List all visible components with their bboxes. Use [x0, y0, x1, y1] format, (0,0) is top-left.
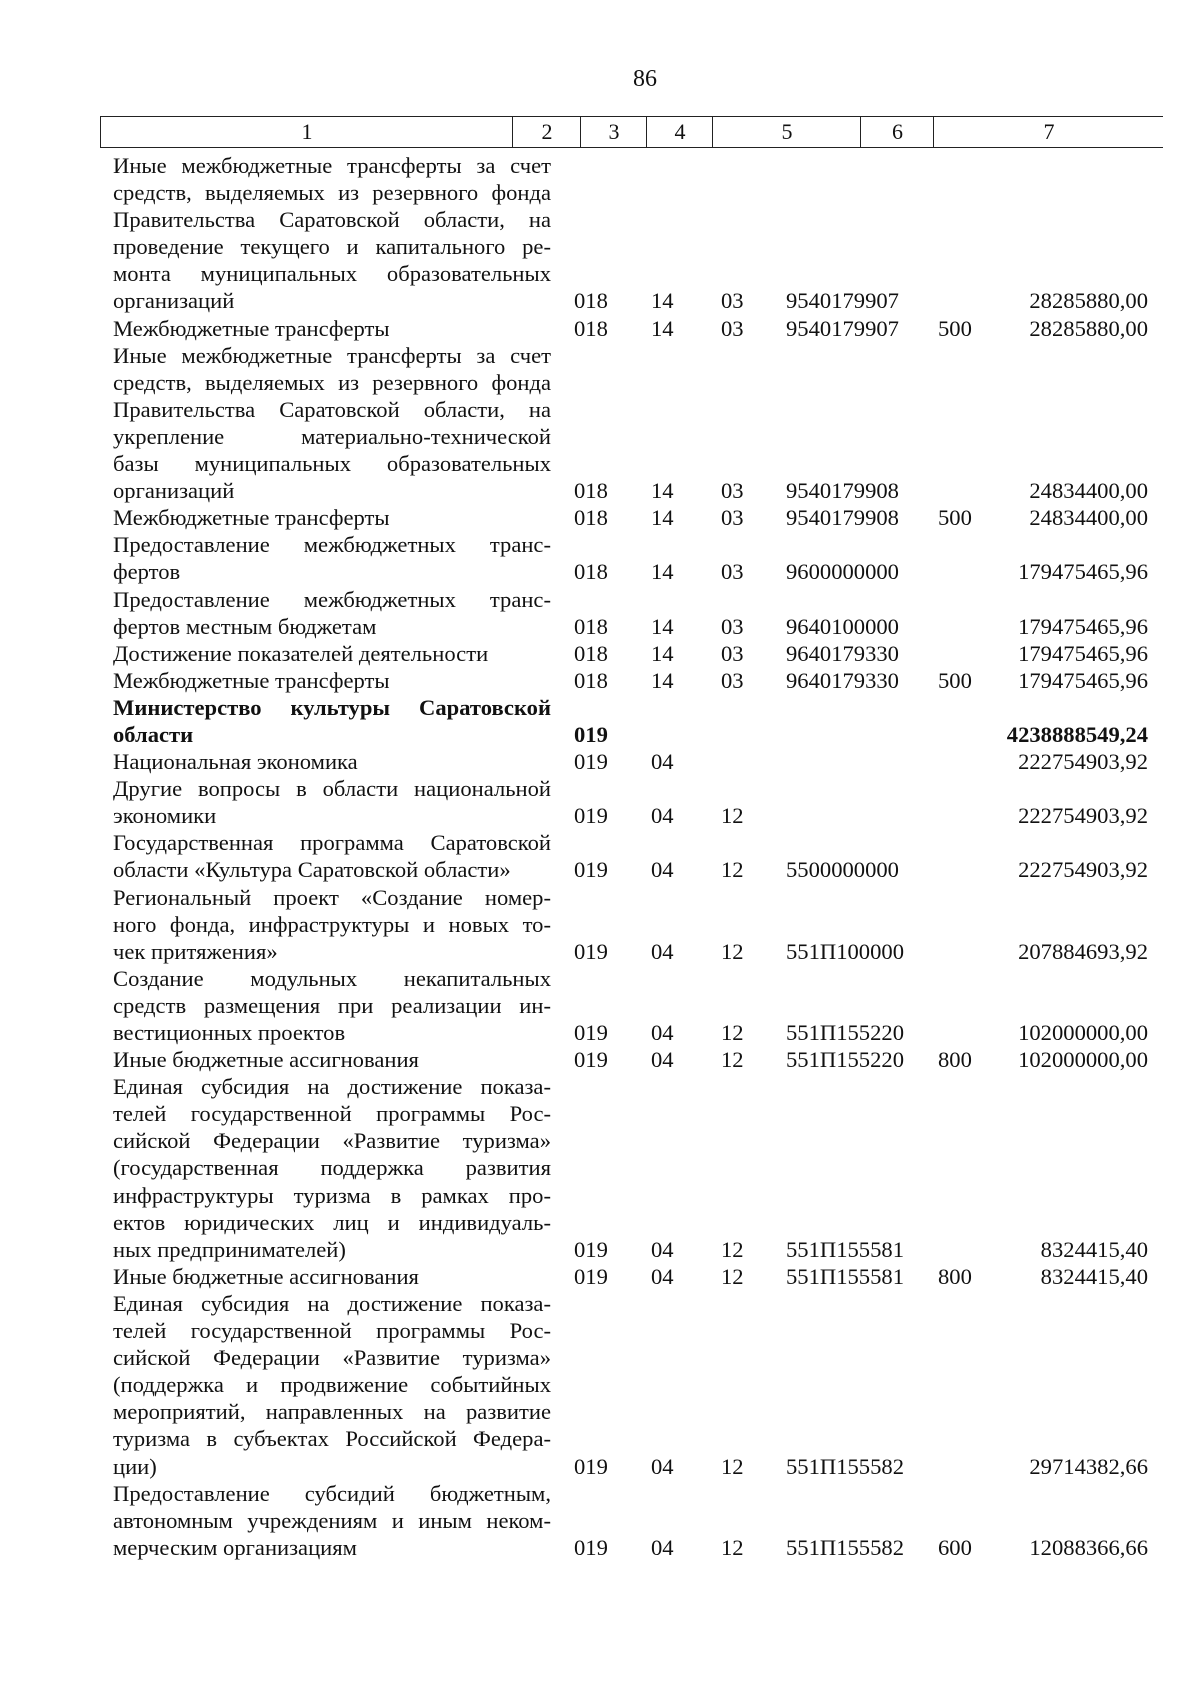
cell-c3: 04 — [651, 1453, 674, 1479]
cell-c7: 8324415,40 — [1040, 1236, 1148, 1262]
cell-c3: 14 — [651, 613, 674, 639]
row-description — [113, 667, 551, 694]
table-row — [0, 1073, 1200, 1263]
cell-c7: 102000000,00 — [1018, 1047, 1148, 1073]
cell-c5: 9640100000 — [786, 613, 899, 639]
description-line: ного фонда, инфраструктуры и новых то- — [113, 911, 551, 937]
cell-c6: 500 — [938, 667, 972, 693]
description-line: Министерство культуры Саратовской — [113, 694, 551, 720]
row-description — [113, 748, 551, 775]
row-description — [113, 504, 551, 531]
cell-c4: 03 — [721, 478, 744, 504]
description-line: ных предпринимателей) — [113, 1236, 346, 1262]
cell-c5: 551П100000 — [786, 938, 904, 964]
cell-c2: 019 — [574, 1236, 608, 1262]
table-row — [0, 829, 1200, 883]
description-line: Иные бюджетные ассигнования — [113, 1263, 419, 1289]
row-description — [113, 829, 551, 883]
header-col-6: 6 — [860, 117, 934, 147]
table-row — [0, 1290, 1200, 1480]
description-line: Другие вопросы в области национальной — [113, 776, 551, 802]
description-line: Иные бюджетные ассигнования — [113, 1047, 419, 1073]
header-col-1: 1 — [100, 117, 513, 147]
row-description — [113, 694, 551, 748]
description-line: Иные межбюджетные трансферты за счет — [113, 153, 551, 178]
cell-c2: 018 — [574, 288, 608, 314]
description-line: экономики — [113, 803, 217, 829]
cell-c5: 9640179330 — [786, 667, 899, 693]
description-line: Межбюджетные трансферты — [113, 667, 390, 693]
cell-c2: 019 — [574, 1263, 608, 1289]
description-line: области «Культура Саратовской области» — [113, 857, 511, 883]
cell-c2: 018 — [574, 640, 608, 666]
cell-c7: 179475465,96 — [1018, 559, 1148, 585]
cell-c6: 600 — [938, 1534, 972, 1560]
cell-c3: 04 — [651, 938, 674, 964]
table-row — [0, 748, 1200, 775]
row-description — [113, 965, 551, 1046]
cell-c4: 12 — [721, 803, 744, 829]
cell-c2: 018 — [574, 315, 608, 341]
table-row — [0, 504, 1200, 531]
table-row — [0, 667, 1200, 694]
cell-c7: 28285880,00 — [1029, 288, 1148, 314]
table-row — [0, 315, 1200, 342]
description-line: Иные межбюджетные трансферты за счет — [113, 342, 551, 368]
table-row — [0, 586, 1200, 640]
cell-c5: 9540179908 — [786, 505, 899, 531]
description-line: туризма в субъектах Российской Федера- — [113, 1426, 551, 1452]
cell-c5: 551П155581 — [786, 1236, 904, 1262]
cell-c4: 03 — [721, 613, 744, 639]
description-line: средств, выделяемых из резервного фонда — [113, 180, 551, 206]
cell-c5: 551П155220 — [786, 1047, 904, 1073]
cell-c3: 04 — [651, 1534, 674, 1560]
description-line: мерческим организациям — [113, 1534, 357, 1560]
cell-c7: 222754903,92 — [1018, 749, 1148, 775]
description-line: Предоставление субсидий бюджетным, — [113, 1480, 551, 1506]
cell-c4: 12 — [721, 1020, 744, 1045]
row-description — [113, 531, 551, 585]
cell-c2: 018 — [574, 667, 608, 693]
cell-c7: 179475465,96 — [1018, 667, 1148, 693]
description-line: Создание модульных некапитальных — [113, 965, 551, 991]
cell-c3: 14 — [651, 478, 674, 504]
cell-c4: 03 — [721, 288, 744, 314]
table-row — [0, 1046, 1200, 1073]
description-line: инфраструктуры туризма в рамках про- — [113, 1182, 551, 1208]
cell-c3: 04 — [651, 1047, 674, 1073]
table-row — [0, 884, 1200, 965]
cell-c4: 03 — [721, 505, 744, 531]
row-description — [113, 315, 551, 342]
cell-c4: 03 — [721, 640, 744, 666]
row-description — [113, 1263, 551, 1290]
description-line: Правительства Саратовской области, на — [113, 396, 551, 422]
row-description — [113, 586, 551, 640]
cell-c3: 04 — [651, 1263, 674, 1289]
description-line: средств размещения при реализации ин- — [113, 992, 551, 1018]
cell-c4: 12 — [721, 1453, 744, 1479]
cell-c2: 019 — [574, 1047, 608, 1073]
description-line: чек притяжения» — [113, 938, 278, 964]
cell-c2: 019 — [574, 721, 608, 747]
table-row — [0, 342, 1200, 505]
cell-c7: 24834400,00 — [1029, 478, 1148, 504]
table-row — [0, 1480, 1200, 1561]
cell-c2: 019 — [574, 749, 608, 775]
description-line: Единая субсидия на достижение показа- — [113, 1290, 551, 1316]
cell-c7: 29714382,66 — [1029, 1453, 1148, 1479]
cell-c3: 14 — [651, 315, 674, 341]
cell-c6: 500 — [938, 505, 972, 531]
description-line: средств, выделяемых из резервного фонда — [113, 369, 551, 395]
table-header — [100, 116, 1163, 148]
cell-c5: 9540179907 — [786, 315, 899, 341]
description-line: Региональный проект «Создание номер- — [113, 884, 551, 910]
cell-c4: 03 — [721, 559, 744, 585]
description-line: базы муниципальных образовательных — [113, 451, 551, 477]
cell-c2: 018 — [574, 559, 608, 585]
description-line: телей государственной программы Рос- — [113, 1101, 551, 1127]
cell-c2: 019 — [574, 857, 608, 883]
description-line: ции) — [113, 1453, 157, 1479]
table-row — [0, 531, 1200, 585]
table-body — [0, 152, 1200, 1561]
description-line: Достижение показателей деятельности — [113, 640, 489, 666]
cell-c3: 04 — [651, 857, 674, 883]
description-line: Межбюджетные трансферты — [113, 505, 390, 531]
table-row — [0, 152, 1200, 315]
description-line: фертов — [113, 559, 181, 585]
table-row — [0, 1263, 1200, 1290]
description-line: организаций — [113, 288, 235, 314]
row-description — [113, 884, 551, 965]
cell-c7: 8324415,40 — [1040, 1263, 1148, 1289]
cell-c5: 551П155582 — [786, 1453, 904, 1479]
cell-c6: 800 — [938, 1047, 972, 1073]
cell-c7: 222754903,92 — [1018, 857, 1148, 883]
row-description — [113, 1480, 551, 1561]
description-line: монта муниципальных образовательных — [113, 261, 551, 287]
page-number: 86 — [633, 66, 657, 92]
cell-c7: 28285880,00 — [1029, 315, 1148, 341]
description-line: мероприятий, направленных на развитие — [113, 1399, 551, 1425]
row-description — [113, 152, 551, 315]
cell-c7: 179475465,96 — [1018, 640, 1148, 666]
cell-c5: 9640179330 — [786, 640, 899, 666]
cell-c7: 102000000,00 — [1018, 1020, 1148, 1045]
cell-c2: 018 — [574, 478, 608, 504]
cell-c5: 5500000000 — [786, 857, 899, 883]
table-row — [0, 640, 1200, 667]
description-line: Национальная экономика — [113, 749, 358, 775]
cell-c7: 24834400,00 — [1029, 505, 1148, 531]
cell-c5: 9600000000 — [786, 559, 899, 585]
description-line: Предоставление межбюджетных транс- — [113, 532, 551, 558]
cell-c4: 12 — [721, 1236, 744, 1262]
cell-c4: 03 — [721, 315, 744, 341]
header-col-5: 5 — [712, 117, 861, 147]
row-description — [113, 1046, 551, 1073]
cell-c4: 12 — [721, 938, 744, 964]
cell-c3: 04 — [651, 749, 674, 775]
cell-c7: 222754903,92 — [1018, 803, 1148, 829]
description-line: вестиционных проектов — [113, 1020, 346, 1045]
row-description — [113, 342, 551, 505]
description-line: (поддержка и продвижение событийных — [113, 1372, 551, 1398]
cell-c4: 12 — [721, 1263, 744, 1289]
cell-c3: 14 — [651, 559, 674, 585]
row-description — [113, 1290, 551, 1480]
cell-c2: 019 — [574, 803, 608, 829]
cell-c2: 019 — [574, 1453, 608, 1479]
description-line: области — [113, 721, 194, 747]
description-line: организаций — [113, 478, 235, 504]
description-line: сийской Федерации «Развитие туризма» — [113, 1128, 551, 1154]
cell-c7: 4238888549,24 — [1006, 721, 1148, 747]
cell-c7: 12088366,66 — [1029, 1534, 1148, 1560]
cell-c2: 019 — [574, 1534, 608, 1560]
description-line: автономным учреждениям и иным неком- — [113, 1507, 551, 1533]
table-row — [0, 775, 1200, 829]
description-line: проведение текущего и капитального ре- — [113, 234, 551, 260]
cell-c6: 800 — [938, 1263, 972, 1289]
table-row — [0, 694, 1200, 748]
header-col-3: 3 — [580, 117, 647, 147]
description-line: Правительства Саратовской области, на — [113, 207, 551, 233]
cell-c5: 551П155220 — [786, 1020, 904, 1045]
description-line: (государственная поддержка развития — [113, 1155, 551, 1181]
cell-c3: 14 — [651, 640, 674, 666]
cell-c3: 14 — [651, 667, 674, 693]
row-description — [113, 775, 551, 829]
cell-c7: 207884693,92 — [1018, 938, 1148, 964]
cell-c7: 179475465,96 — [1018, 613, 1148, 639]
cell-c4: 12 — [721, 857, 744, 883]
cell-c3: 04 — [651, 1236, 674, 1262]
cell-c2: 019 — [574, 1020, 608, 1045]
cell-c3: 14 — [651, 288, 674, 314]
description-line: сийской Федерации «Развитие туризма» — [113, 1345, 551, 1371]
cell-c4: 12 — [721, 1047, 744, 1073]
description-line: Государственная программа Саратовской — [113, 830, 551, 856]
cell-c3: 14 — [651, 505, 674, 531]
description-line: ектов юридических лиц и индивидуаль- — [113, 1209, 551, 1235]
row-description — [113, 640, 551, 667]
description-line: телей государственной программы Рос- — [113, 1318, 551, 1344]
header-col-4: 4 — [646, 117, 713, 147]
cell-c3: 04 — [651, 1020, 674, 1045]
cell-c2: 019 — [574, 938, 608, 964]
description-line: укрепление материально-технической — [113, 423, 551, 449]
description-line: Единая субсидия на достижение показа- — [113, 1074, 551, 1100]
cell-c3: 04 — [651, 803, 674, 829]
table-row — [0, 965, 1200, 1046]
cell-c4: 03 — [721, 667, 744, 693]
cell-c5: 9540179907 — [786, 288, 899, 314]
cell-c5: 551П155581 — [786, 1263, 904, 1289]
cell-c2: 018 — [574, 505, 608, 531]
header-col-2: 2 — [512, 117, 581, 147]
header-col-7: 7 — [933, 117, 1164, 147]
row-description — [113, 1073, 551, 1263]
cell-c6: 500 — [938, 315, 972, 341]
cell-c5: 9540179908 — [786, 478, 899, 504]
cell-c5: 551П155582 — [786, 1534, 904, 1560]
cell-c2: 018 — [574, 613, 608, 639]
description-line: Межбюджетные трансферты — [113, 315, 390, 341]
description-line: фертов местным бюджетам — [113, 613, 377, 639]
description-line: Предоставление межбюджетных транс- — [113, 586, 551, 612]
cell-c4: 12 — [721, 1534, 744, 1560]
